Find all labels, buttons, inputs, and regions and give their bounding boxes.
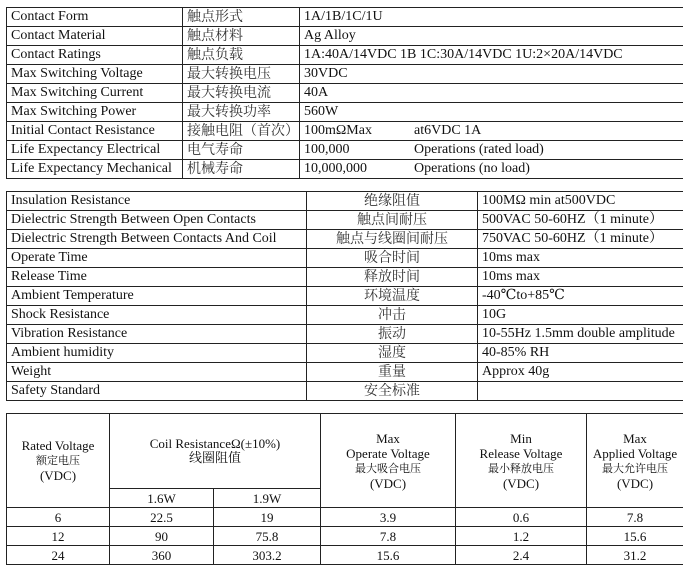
cell: 24 [7, 546, 110, 565]
spec-label: Vibration Resistance [7, 325, 307, 344]
header-max-operate-voltage: Max Operate Voltage 最大吸合电压 (VDC) [321, 414, 456, 508]
cell: 7.8 [321, 527, 456, 546]
spec-value [300, 141, 683, 160]
header-max-applied-voltage: Max Applied Voltage 最大允许电压 (VDC) [587, 414, 683, 508]
cell: 15.6 [587, 527, 683, 546]
spec-row [7, 249, 683, 268]
spec-value: -40℃to+85℃ [478, 287, 683, 306]
spec-label: Dielectric Strength Between Open Contacts [7, 211, 307, 230]
spec-label-zh: 触点负载 [183, 46, 300, 65]
coil-data-table [6, 413, 683, 565]
spec-label: Shock Resistance [7, 306, 307, 325]
cell: 360 [110, 546, 214, 565]
spec-value-main: 10,000,000 [304, 161, 367, 176]
cell: 19 [214, 508, 321, 527]
cell: 12 [7, 527, 110, 546]
spec-row [7, 46, 683, 65]
spec-label: Ambient humidity [7, 344, 307, 363]
spec-row [7, 287, 683, 306]
spec-label-zh: 最大转换电流 [183, 84, 300, 103]
spec-value [478, 382, 683, 401]
spec-label: Max Switching Voltage [7, 65, 183, 84]
spec-row [7, 141, 683, 160]
spec-label-zh: 安全标准 [307, 382, 478, 401]
spec-label-zh: 接触电阻（首次） [183, 122, 300, 141]
spec-label-zh: 绝缘阻值 [307, 192, 478, 211]
cell: 90 [110, 527, 214, 546]
spec-label: Contact Form [7, 8, 183, 27]
spec-value [300, 122, 683, 141]
header-rated-voltage: Rated Voltage 额定电压 (VDC) [7, 414, 110, 508]
cell: 0.6 [456, 508, 587, 527]
header-coil-resistance: Coil ResistanceΩ(±10%) 线圈阻值 [110, 414, 321, 489]
spec-value: 30VDC [300, 65, 683, 84]
spec-label-zh: 最大转换电压 [183, 65, 300, 84]
spec-row [7, 122, 683, 141]
spec-value: 10-55Hz 1.5mm double amplitude [478, 325, 683, 344]
spec-value: 1A/1B/1C/1U [300, 8, 683, 27]
spec-row [7, 230, 683, 249]
header-power-1: 1.6W [110, 489, 214, 508]
spec-label-zh: 环境温度 [307, 287, 478, 306]
spec-value: 10ms max [478, 268, 683, 287]
spec-label: Life Expectancy Mechanical [7, 160, 183, 179]
header-power-2: 1.9W [214, 489, 321, 508]
spec-value-main: 100,000 [304, 142, 350, 157]
spec-value: 500VAC 50-60HZ（1 minute） [478, 211, 683, 230]
spec-row [7, 363, 683, 382]
cell: 3.9 [321, 508, 456, 527]
cell: 15.6 [321, 546, 456, 565]
spec-value: 10G [478, 306, 683, 325]
spec-value: Approx 40g [478, 363, 683, 382]
coil-row [7, 527, 683, 546]
spec-label-zh: 触点间耐压 [307, 211, 478, 230]
spec-row [7, 306, 683, 325]
header-min-release-voltage: Min Release Voltage 最小释放电压 (VDC) [456, 414, 587, 508]
spec-label: Weight [7, 363, 307, 382]
spec-label-zh: 触点材料 [183, 27, 300, 46]
spec-value: 10ms max [478, 249, 683, 268]
spec-value: 560W [300, 103, 683, 122]
spec-label-zh: 重量 [307, 363, 478, 382]
spec-value: Ag Alloy [300, 27, 683, 46]
performance-spec-table [6, 191, 683, 401]
spec-label: Max Switching Current [7, 84, 183, 103]
spec-label: Dielectric Strength Between Contacts And Coil [7, 230, 307, 249]
spec-value: 750VAC 50-60HZ（1 minute） [478, 230, 683, 249]
spec-label-zh: 最大转换功率 [183, 103, 300, 122]
spec-label: Initial Contact Resistance [7, 122, 183, 141]
spec-label: Safety Standard [7, 382, 307, 401]
spec-row [7, 8, 683, 27]
spec-label: Life Expectancy Electrical [7, 141, 183, 160]
spec-value: 40-85% RH [478, 344, 683, 363]
spec-row [7, 160, 683, 179]
spec-row [7, 65, 683, 84]
spec-label: Contact Material [7, 27, 183, 46]
spec-label: Insulation Resistance [7, 192, 307, 211]
spec-row [7, 84, 683, 103]
spec-value-main: 100mΩMax [304, 123, 372, 138]
spec-value [300, 160, 683, 179]
spec-label-zh: 振动 [307, 325, 478, 344]
spec-value: 100MΩ min at500VDC [478, 192, 683, 211]
spec-row [7, 103, 683, 122]
spec-row [7, 344, 683, 363]
spec-value-extra: Operations (no load) [414, 161, 530, 176]
spec-label: Ambient Temperature [7, 287, 307, 306]
spec-label-zh: 释放时间 [307, 268, 478, 287]
spec-label-zh: 冲击 [307, 306, 478, 325]
cell: 1.2 [456, 527, 587, 546]
cell: 7.8 [587, 508, 683, 527]
spec-row [7, 382, 683, 401]
spec-label: Operate Time [7, 249, 307, 268]
spec-row [7, 325, 683, 344]
general-spec-table [6, 7, 683, 179]
spec-value-extra: Operations (rated load) [414, 142, 544, 157]
spec-label: Contact Ratings [7, 46, 183, 65]
spec-row [7, 192, 683, 211]
spec-label-zh: 湿度 [307, 344, 478, 363]
spec-label-zh: 机械寿命 [183, 160, 300, 179]
spec-row [7, 268, 683, 287]
cell: 303.2 [214, 546, 321, 565]
coil-row [7, 508, 683, 527]
cell: 31.2 [587, 546, 683, 565]
coil-row [7, 546, 683, 565]
spec-value-extra: at6VDC 1A [414, 123, 482, 138]
spec-value: 1A:40A/14VDC 1B 1C:30A/14VDC 1U:2×20A/14VDC [300, 46, 683, 65]
spec-label: Max Switching Power [7, 103, 183, 122]
cell: 2.4 [456, 546, 587, 565]
spec-label-zh: 触点与线圈间耐压 [307, 230, 478, 249]
spec-row [7, 27, 683, 46]
spec-label-zh: 触点形式 [183, 8, 300, 27]
cell: 6 [7, 508, 110, 527]
cell: 75.8 [214, 527, 321, 546]
spec-row [7, 211, 683, 230]
cell: 22.5 [110, 508, 214, 527]
spec-label: Release Time [7, 268, 307, 287]
spec-value: 40A [300, 84, 683, 103]
spec-label-zh: 吸合时间 [307, 249, 478, 268]
spec-label-zh: 电气寿命 [183, 141, 300, 160]
